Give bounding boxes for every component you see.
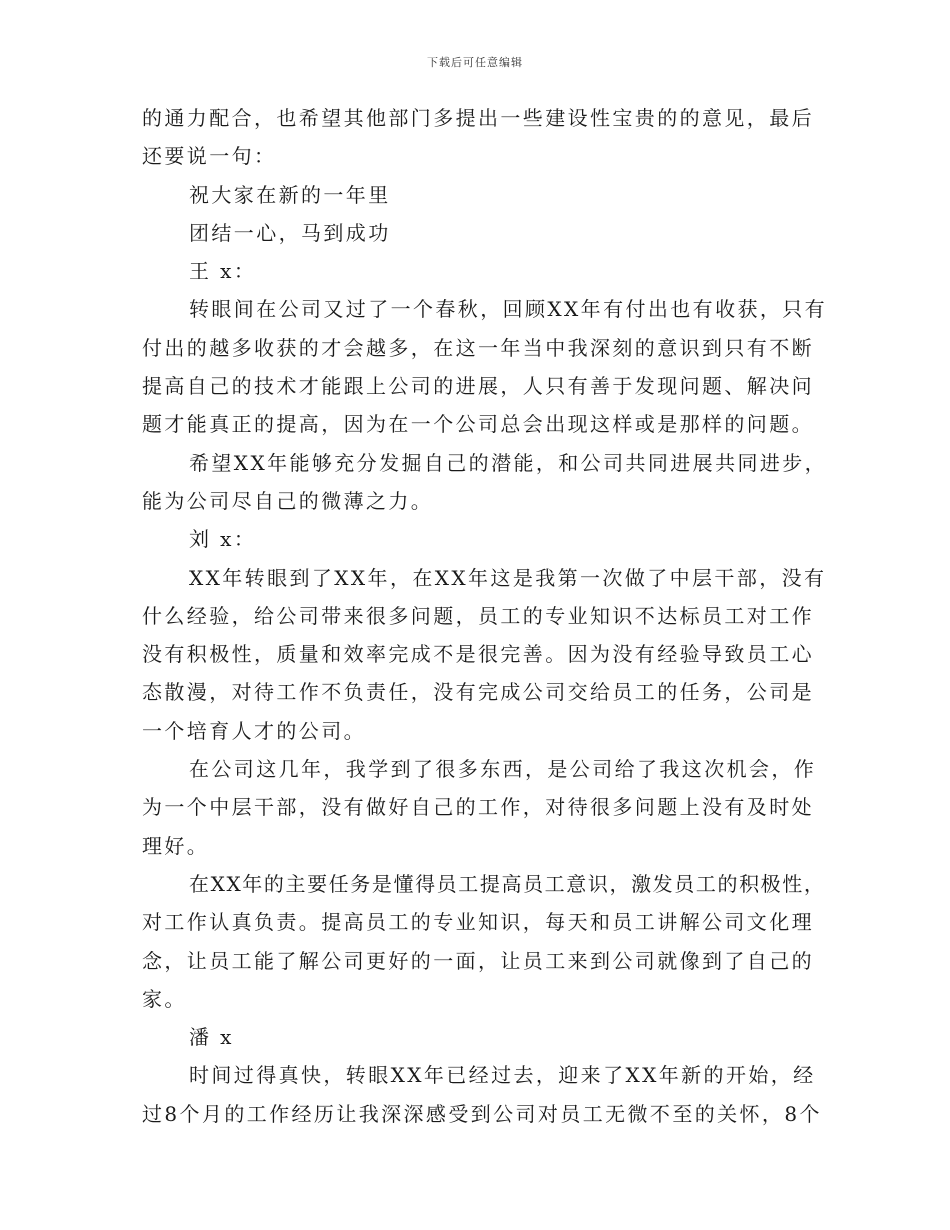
paragraph-line: 家。: [142, 986, 187, 1011]
speaker-name: 王 x：: [189, 259, 257, 284]
document-body: [142, 99, 828, 1133]
paragraph-line: 能为公司尽自己的微薄之力。: [142, 488, 434, 513]
paragraph-line: 时间过得真快，转眼XX年已经过去，迎来了XX年新的开始，经: [189, 1063, 816, 1088]
paragraph-line: 付出的越多收获的才会越多，在这一年当中我深刻的意识到只有不断: [142, 335, 814, 360]
page-header: 下载后可任意编辑: [427, 56, 523, 69]
text-line: 的通力配合，也希望其他部门多提出一些建设性宝贵的的意见，最后: [142, 106, 814, 130]
text-line: 祝大家在新的一年里: [189, 182, 391, 207]
paragraph-line: 什么经验，给公司带来很多问题，员工的专业知识不达标员工对工作: [142, 603, 814, 628]
paragraph-line: 在XX年的主要任务是懂得员工提高员工意识，激发员工的积极性，: [189, 871, 826, 896]
paragraph-line: 提高自己的技术才能跟上公司的进展，人只有善于发现问题、解决问: [142, 374, 814, 399]
paragraph-line: 转眼间在公司又过了一个春秋，回顾XX年有付出也有收获，只有: [189, 297, 828, 322]
paragraph-line: 题才能真正的提高，因为在一个公司总会出现这样或是那样的问题。: [142, 412, 814, 437]
paragraph-line: 一个培育人才的公司。: [142, 718, 366, 743]
speaker-name: 刘 x：: [189, 527, 257, 552]
speaker-name: 潘 x: [189, 1025, 234, 1050]
paragraph-line: 念，让员工能了解公司更好的一面，让员工来到公司就像到了自己的: [142, 948, 814, 973]
paragraph-line: 为一个中层干部，没有做好自己的工作，对待很多问题上没有及时处: [142, 795, 814, 820]
text-line: 团结一心，马到成功: [189, 220, 391, 245]
paragraph-line: 希望XX年能够充分发掘自己的潜能，和公司共同进展共同进步，: [189, 450, 828, 475]
paragraph-line: 态散漫，对待工作不负责任，没有完成公司交给员工的任务，公司是: [142, 680, 814, 705]
paragraph-line: 在公司这几年，我学到了很多东西，是公司给了我这次机会，作: [189, 757, 817, 782]
paragraph-line: 没有积极性，质量和效率完成不是很完善。因为没有经验导致员工心: [142, 642, 814, 667]
paragraph-line: 过8个月的工作经历让我深深感受到公司对员工无微不至的关怀，8个: [142, 1101, 822, 1126]
text-line: 还要说一句：: [142, 144, 277, 169]
paragraph-line: XX年转眼到了XX年，在XX年这是我第一次做了中层干部，没有: [189, 565, 827, 590]
paragraph-line: 理好。: [142, 833, 210, 858]
paragraph-line: 对工作认真负责。提高员工的专业知识，每天和员工讲解公司文化理: [142, 910, 814, 935]
